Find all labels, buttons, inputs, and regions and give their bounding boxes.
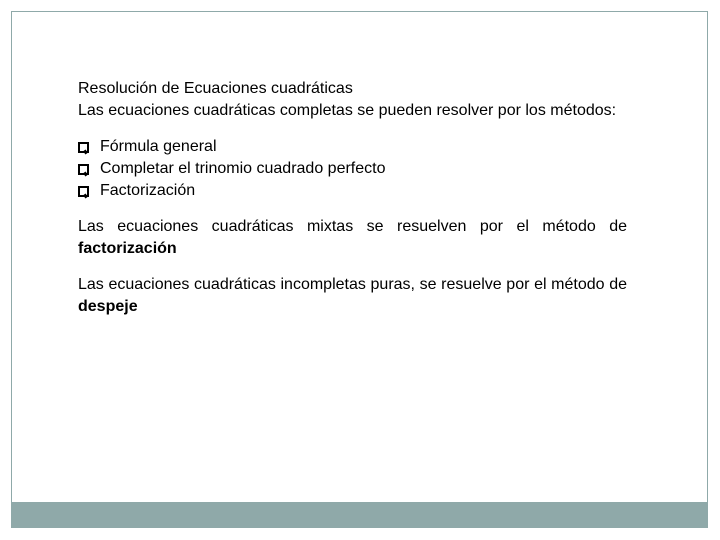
slide-content	[78, 78, 627, 318]
incomplete-paragraph	[78, 274, 627, 318]
checkbox-bullet-icon	[78, 186, 89, 197]
checkbox-bullet-icon	[78, 164, 89, 175]
list-item	[78, 136, 627, 158]
method-label: Fórmula general	[100, 138, 217, 155]
footer-bar	[12, 502, 707, 527]
list-item	[78, 158, 627, 180]
list-item	[78, 180, 627, 202]
methods-list	[78, 136, 627, 202]
checkbox-bullet-icon	[78, 142, 89, 153]
slide	[11, 11, 708, 528]
intro-paragraph: Las ecuaciones cuadráticas completas se pueden resolver por los métodos:	[78, 102, 617, 119]
incomplete-text: Las ecuaciones cuadráticas incompletas puras, se resuelve por el método de	[78, 276, 627, 293]
mixed-method: factorización	[78, 240, 177, 257]
method-label: Factorización	[100, 182, 196, 199]
incomplete-method: despeje	[78, 298, 138, 315]
mixed-paragraph	[78, 216, 627, 260]
mixed-text: Las ecuaciones cuadráticas mixtas se resuelven por el método de	[78, 218, 627, 235]
method-label: Completar el trinomio cuadrado perfecto	[100, 160, 386, 177]
paragraph-spacer	[78, 260, 627, 274]
slide-title: Resolución de Ecuaciones cuadráticas	[78, 80, 353, 97]
